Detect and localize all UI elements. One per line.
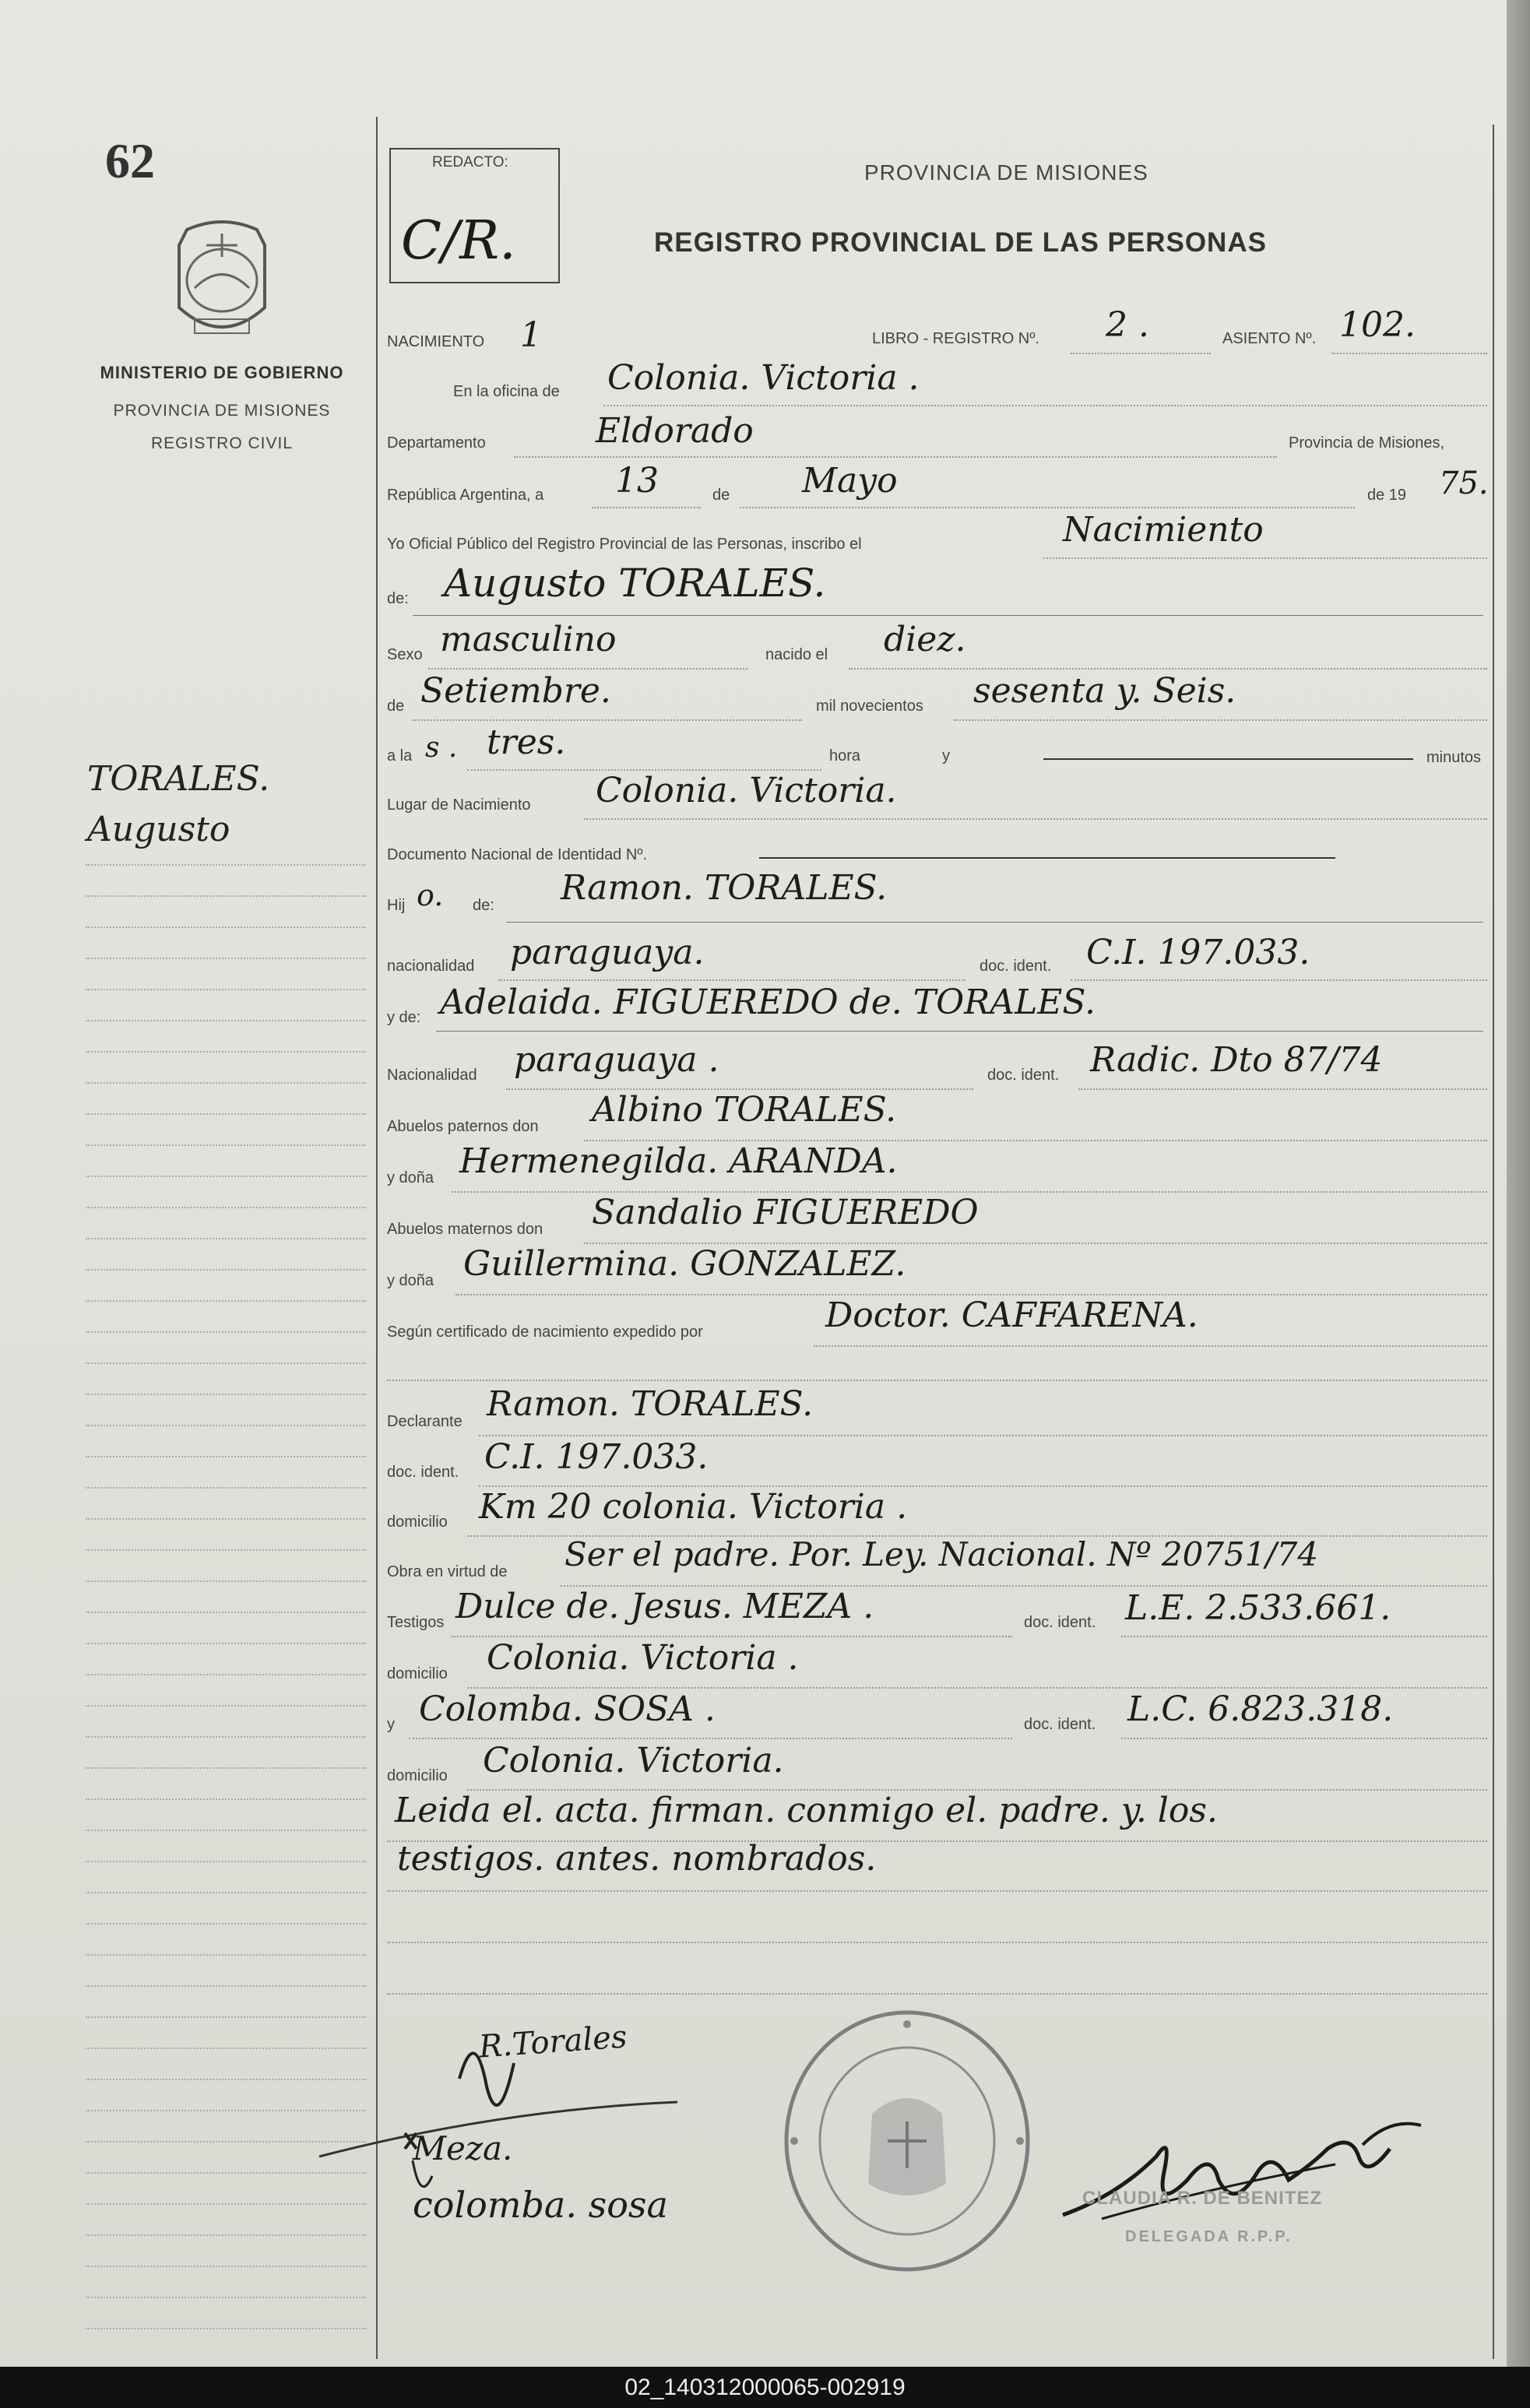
madre-value: Adelaida. FIGUEREDO de. TORALES. bbox=[440, 983, 1096, 1022]
padre-value: Ramon. TORALES. bbox=[561, 868, 888, 908]
signature-sosa: colomba. sosa bbox=[413, 2184, 668, 2226]
image-caption: 02_140312000065-002919 bbox=[624, 2375, 906, 2400]
officer-name: CLAUDIA R. DE BENITEZ bbox=[1082, 2188, 1323, 2209]
testigo2-doc-label: doc. ident. bbox=[1024, 1716, 1096, 1733]
officer-role: DELEGADA R.P.P. bbox=[1125, 2228, 1293, 2245]
dia-value: 13 bbox=[615, 461, 659, 501]
mes-value: Mayo bbox=[802, 461, 898, 501]
nacionalidad-label: nacionalidad bbox=[387, 958, 475, 975]
yo-oficial-label: Yo Oficial Público del Registro Provincial de las Personas, inscribo el bbox=[387, 536, 862, 553]
testigo2-doc-value: L.C. 6.823.318. bbox=[1127, 1689, 1394, 1729]
signature-padre: R.Torales bbox=[477, 2019, 628, 2065]
abuelo-paterno-value: Albino TORALES. bbox=[592, 1090, 897, 1130]
segun-label: Según certificado de nacimiento expedido por bbox=[387, 1324, 703, 1341]
y-testigo2-label: y bbox=[387, 1716, 395, 1733]
testigo1-value: Dulce de. Jesus. MEZA . bbox=[455, 1587, 874, 1626]
redacto-value: C/R. bbox=[401, 210, 516, 272]
registry-seal-icon bbox=[779, 2005, 1036, 2277]
abuela-paterna-value: Hermenegilda. ARANDA. bbox=[459, 1141, 898, 1181]
certificado-value: Doctor. CAFFARENA. bbox=[825, 1295, 1198, 1335]
a-la-label: a la bbox=[387, 747, 413, 765]
civil-registry: REGISTRO CIVIL bbox=[150, 434, 294, 452]
registry-title: REGISTRO PROVINCIAL DE LAS PERSONAS bbox=[654, 227, 1267, 258]
officer-signature-icon bbox=[1055, 2102, 1429, 2242]
testigo1-domicilio-value: Colonia. Victoria . bbox=[487, 1638, 799, 1678]
testigo1-domicilio-label: domicilio bbox=[387, 1665, 448, 1682]
margin-given-name: Augusto bbox=[87, 810, 230, 849]
hij-label: Hij bbox=[387, 897, 406, 914]
testigo1-doc-label: doc. ident. bbox=[1024, 1614, 1096, 1631]
testigo1-doc-value: L.E. 2.533.661. bbox=[1125, 1588, 1391, 1628]
y-de-label: y de: bbox=[387, 1009, 421, 1026]
nacido-el-label: nacido el bbox=[765, 646, 828, 663]
margin-surname: TORALES. bbox=[87, 759, 270, 799]
de-label: de bbox=[712, 487, 730, 504]
abuela-materna-value: Guillermina. GONZALEZ. bbox=[463, 1244, 906, 1284]
acto-value: Nacimiento bbox=[1063, 510, 1264, 550]
nombre-value: Augusto TORALES. bbox=[444, 561, 826, 606]
testigo2-domicilio-label: domicilio bbox=[387, 1767, 448, 1784]
nacimiento-label: NACIMIENTO bbox=[387, 333, 485, 350]
madre-nacionalidad-value: paraguaya . bbox=[514, 1040, 719, 1080]
asiento-value: 102. bbox=[1339, 305, 1416, 345]
nacido-mes-value: Setiembre. bbox=[420, 671, 611, 711]
closing-line-2: testigos. antes. nombrados. bbox=[397, 1839, 877, 1879]
nacimiento-number: 1 bbox=[520, 315, 542, 355]
padre-nacionalidad-value: paraguaya. bbox=[510, 933, 705, 972]
departamento-value: Eldorado bbox=[596, 411, 754, 451]
abuelos-maternos-label: Abuelos maternos don bbox=[387, 1221, 543, 1238]
de-name-label: de: bbox=[387, 590, 409, 607]
madre-doc-label: doc. ident. bbox=[987, 1067, 1060, 1084]
dona-materna-label: y doña bbox=[387, 1272, 434, 1289]
nacido-dia-value: diez. bbox=[884, 620, 966, 659]
padre-doc-label: doc. ident. bbox=[980, 958, 1052, 975]
declarante-domicilio-label: domicilio bbox=[387, 1513, 448, 1531]
declarante-label: Declarante bbox=[387, 1413, 463, 1430]
y-label: y bbox=[942, 747, 950, 765]
declarante-domicilio-value: Km 20 colonia. Victoria . bbox=[479, 1487, 908, 1527]
padre-doc-value: C.I. 197.033. bbox=[1086, 933, 1310, 972]
declarante-value: Ramon. TORALES. bbox=[487, 1384, 814, 1424]
province-left: PROVINCIA DE MISIONES bbox=[113, 402, 331, 420]
dona-paterna-label: y doña bbox=[387, 1169, 434, 1186]
page-number: 62 bbox=[105, 133, 155, 188]
province-title: PROVINCIA DE MISIONES bbox=[864, 160, 1148, 185]
testigos-label: Testigos bbox=[387, 1614, 445, 1631]
anio-value: 75. bbox=[1439, 466, 1489, 501]
abuelos-paternos-label: Abuelos paternos don bbox=[387, 1118, 539, 1135]
nacionalidad2-label: Nacionalidad bbox=[387, 1067, 477, 1084]
departamento-label: Departamento bbox=[387, 434, 486, 452]
redacto-label: REDACTO: bbox=[432, 154, 508, 170]
nacido-anio-value: sesenta y. Seis. bbox=[973, 671, 1236, 711]
declarante-doc-value: C.I. 197.033. bbox=[484, 1437, 709, 1477]
de-mes-label: de bbox=[387, 698, 405, 715]
republica-label: República Argentina, a bbox=[387, 487, 544, 504]
obra-label: Obra en virtud de bbox=[387, 1563, 508, 1580]
libro-value: 2 . bbox=[1106, 305, 1149, 345]
sexo-value: masculino bbox=[440, 620, 617, 659]
ministry-name: MINISTERIO DE GOBIERNO bbox=[100, 363, 344, 382]
oficina-label: En la oficina de bbox=[453, 383, 560, 400]
lugar-value: Colonia. Victoria. bbox=[596, 771, 897, 810]
documento-label: Documento Nacional de Identidad Nº. bbox=[387, 846, 648, 863]
main-right-rule bbox=[1493, 125, 1494, 2359]
closing-line-1: Leida el. acta. firman. conmigo el. padre. y. los. bbox=[395, 1791, 1218, 1830]
mil-novecientos-label: mil novecientos bbox=[816, 698, 923, 715]
abuelo-materno-value: Sandalio FIGUEREDO bbox=[592, 1193, 979, 1232]
hora-value: tres. bbox=[487, 722, 566, 762]
sexo-label: Sexo bbox=[387, 646, 423, 663]
signature-meza: Meza. bbox=[413, 2129, 513, 2167]
libro-label: LIBRO - REGISTRO Nº. bbox=[872, 330, 1040, 347]
madre-doc-value: Radic. Dto 87/74 bbox=[1090, 1040, 1383, 1080]
lugar-label: Lugar de Nacimiento bbox=[387, 796, 531, 814]
testigo2-domicilio-value: Colonia. Victoria. bbox=[483, 1741, 784, 1781]
page-edge bbox=[1507, 0, 1530, 2367]
hora-prefix: s . bbox=[425, 732, 458, 764]
asiento-label: ASIENTO Nº. bbox=[1222, 330, 1317, 347]
province-emblem-icon bbox=[164, 214, 280, 346]
hij-suffix: o. bbox=[417, 878, 444, 912]
de19-label: de 19 bbox=[1367, 487, 1407, 504]
hora-label: hora bbox=[829, 747, 861, 765]
oficina-value: Colonia. Victoria . bbox=[607, 358, 920, 398]
de-padre-label: de: bbox=[473, 897, 494, 914]
declarante-doc-label: doc. ident. bbox=[387, 1464, 459, 1481]
testigo2-value: Colomba. SOSA . bbox=[419, 1689, 716, 1729]
minutos-label: minutos bbox=[1426, 749, 1482, 766]
obra-value: Ser el padre. Por. Ley. Nacional. Nº 20751/74 bbox=[565, 1535, 1319, 1573]
provincia-misiones-label: Provincia de Misiones, bbox=[1289, 434, 1445, 452]
